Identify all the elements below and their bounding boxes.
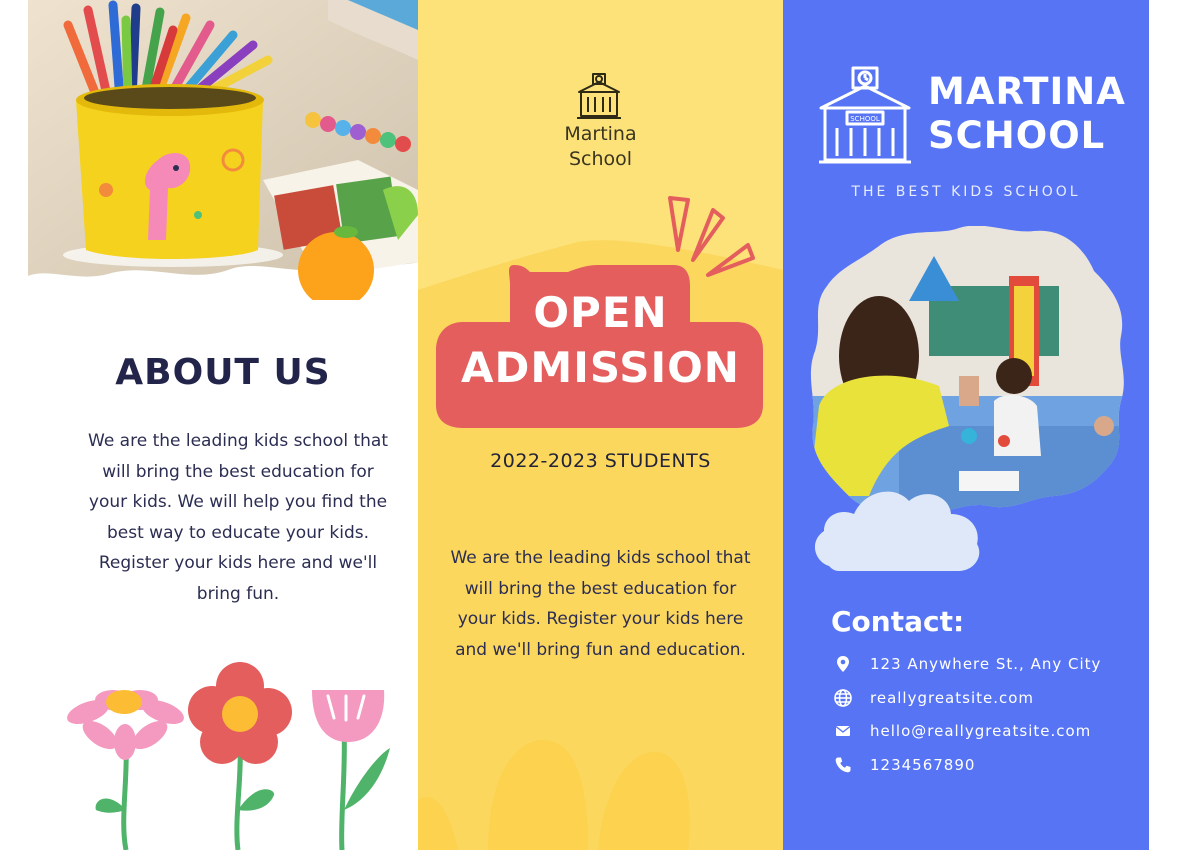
students-year: 2022-2023 STUDENTS [490, 450, 711, 472]
flowers-illustration [28, 660, 418, 850]
contact-phone[interactable]: 1234567890 [833, 753, 975, 777]
contact-website[interactable]: reallygreatsite.com [833, 686, 1034, 710]
svg-text:SCHOOL: SCHOOL [850, 115, 880, 123]
globe-icon [833, 688, 853, 708]
about-us-text: We are the leading kids school that will bring the best education for your kids. We will help you find the best way to educate your kids. Register your kids here and we'll bring fun. [88, 431, 389, 604]
open-admission-heading: OPEN ADMISSION [461, 288, 740, 392]
phone-icon [833, 755, 853, 775]
school-logo-icon [817, 64, 913, 166]
contact-heading: Contact: [831, 605, 965, 638]
contact-panel [783, 0, 1149, 850]
contact-email[interactable]: hello@reallygreatsite.com [833, 719, 1091, 743]
admission-panel [418, 0, 783, 850]
location-pin-icon [833, 654, 853, 674]
about-us-heading: ABOUT US [115, 352, 331, 393]
contact-address: 123 Anywhere St., Any City [833, 652, 1101, 676]
school-name-title: MARTINA SCHOOL [928, 70, 1126, 157]
pencil-cup-photo [28, 0, 418, 300]
classroom-photo [809, 226, 1125, 586]
tagline: THE BEST KIDS SCHOOL [851, 184, 1081, 200]
about-panel [28, 0, 418, 850]
school-building-icon [573, 70, 625, 122]
school-name-small: Martina School [564, 123, 637, 170]
admission-description: We are the leading kids school that will bring the best education for your kids. Register your kids here and we'll bring fun and education. [450, 548, 751, 660]
mail-icon [833, 721, 853, 741]
